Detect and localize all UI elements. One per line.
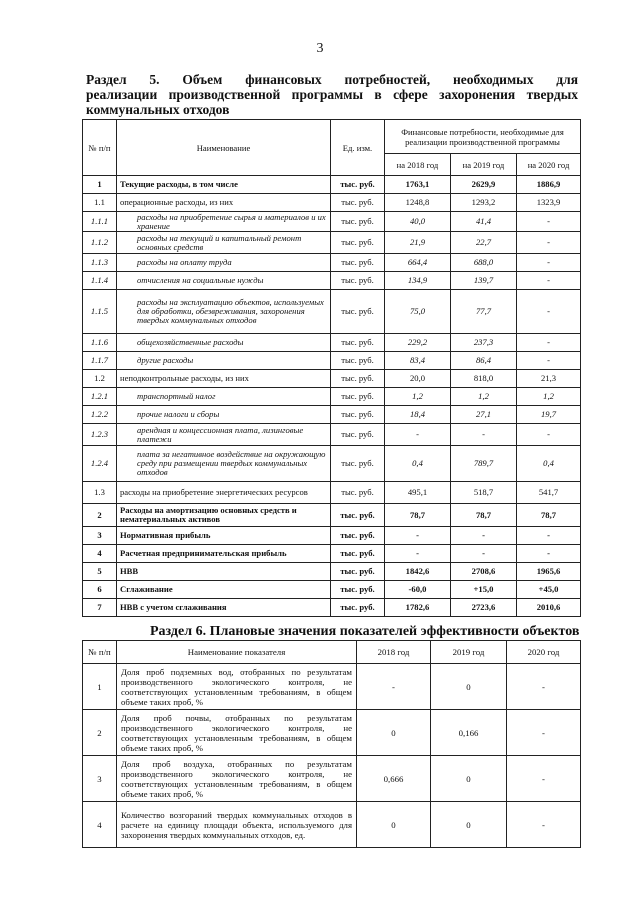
value-2018: 0	[357, 710, 431, 756]
table-row	[83, 290, 581, 334]
value-2018: 1,2	[385, 388, 451, 406]
value-2018: 1842,6	[385, 563, 451, 581]
table-row	[83, 194, 581, 212]
value-2019: -	[451, 527, 517, 545]
value-2020: 78,7	[517, 504, 581, 527]
value-2020: -	[517, 232, 581, 254]
value-2018: -	[357, 664, 431, 710]
row-unit: тыс. руб.	[331, 176, 385, 194]
value-2019: 2629,9	[451, 176, 517, 194]
value-2020: -	[517, 290, 581, 334]
value-2019: 0	[431, 802, 507, 848]
row-name: общехозяйственные расходы	[117, 334, 331, 352]
row-unit: тыс. руб.	[331, 446, 385, 482]
value-2020: -	[507, 710, 581, 756]
value-2018: 40,0	[385, 212, 451, 232]
row-number: 1.2	[83, 370, 117, 388]
row-number: 3	[83, 756, 117, 802]
row-unit: тыс. руб.	[331, 254, 385, 272]
value-2020: 0,4	[517, 446, 581, 482]
row-unit: тыс. руб.	[331, 388, 385, 406]
value-2018: 1782,6	[385, 599, 451, 617]
row-unit: тыс. руб.	[331, 482, 385, 504]
value-2020: -	[507, 756, 581, 802]
value-2020: -	[517, 254, 581, 272]
row-unit: тыс. руб.	[331, 545, 385, 563]
value-2019: 27,1	[451, 406, 517, 424]
value-2018: 83,4	[385, 352, 451, 370]
row-name: Текущие расходы, в том числе	[117, 176, 331, 194]
value-2018: 0	[357, 802, 431, 848]
row-unit: тыс. руб.	[331, 212, 385, 232]
row-name: плата за негативное воздействие на окружающую среду при размещении твердых коммунальных отходов	[117, 446, 331, 482]
row-number: 1.1.4	[83, 272, 117, 290]
header-indicator-name: Наименование показателя	[117, 641, 357, 664]
row-unit: тыс. руб.	[331, 290, 385, 334]
value-2020: -	[517, 545, 581, 563]
value-2019: 237,3	[451, 334, 517, 352]
header-2018: 2018 год	[357, 641, 431, 664]
row-name: отчисления на социальные нужды	[117, 272, 331, 290]
row-number: 1.2.1	[83, 388, 117, 406]
indicator-name: Доля проб подземных вод, отобранных по результатам производственного экологического контроля, не соответствующих установленным требованиям, в общем объеме таких проб, %	[117, 664, 357, 710]
value-2018: 78,7	[385, 504, 451, 527]
row-name: операционные расходы, из них	[117, 194, 331, 212]
table-row	[83, 272, 581, 290]
row-unit: тыс. руб.	[331, 352, 385, 370]
value-2020: -	[517, 424, 581, 446]
row-number: 5	[83, 563, 117, 581]
row-number: 1.1.6	[83, 334, 117, 352]
table-row	[83, 446, 581, 482]
financial-needs-table	[82, 119, 581, 617]
value-2018: -	[385, 424, 451, 446]
value-2020: 541,7	[517, 482, 581, 504]
row-unit: тыс. руб.	[331, 424, 385, 446]
table-row	[83, 232, 581, 254]
row-number: 1.3	[83, 482, 117, 504]
value-2018: -	[385, 527, 451, 545]
value-2019: 86,4	[451, 352, 517, 370]
row-name: Расходы на амортизацию основных средств и нематериальных активов	[117, 504, 331, 527]
value-2018: 21,9	[385, 232, 451, 254]
row-name: Сглаживание	[117, 581, 331, 599]
value-2019: 2723,6	[451, 599, 517, 617]
table-row	[83, 527, 581, 545]
row-number: 1.1.2	[83, 232, 117, 254]
row-name: расходы на приобретение сырья и материалов и их хранение	[117, 212, 331, 232]
value-2020: -	[517, 527, 581, 545]
section5-title	[86, 72, 578, 117]
row-number: 1.1.7	[83, 352, 117, 370]
table-row	[83, 212, 581, 232]
value-2018: 495,1	[385, 482, 451, 504]
row-name: НВВ с учетом сглаживания	[117, 599, 331, 617]
value-2019: 41,4	[451, 212, 517, 232]
value-2019: 1,2	[451, 388, 517, 406]
table-row	[83, 406, 581, 424]
row-unit: тыс. руб.	[331, 272, 385, 290]
row-unit: тыс. руб.	[331, 581, 385, 599]
row-number: 1.2.2	[83, 406, 117, 424]
row-number: 7	[83, 599, 117, 617]
header-2019: 2019 год	[431, 641, 507, 664]
row-number: 1.2.4	[83, 446, 117, 482]
table-row	[83, 504, 581, 527]
row-name: расходы на текущий и капитальный ремонт основных средств	[117, 232, 331, 254]
row-number: 1.1.5	[83, 290, 117, 334]
row-number: 2	[83, 504, 117, 527]
table-row	[83, 254, 581, 272]
indicator-name: Доля проб воздуха, отобранных по результатам производственного экологического контроля, не соответствующих установленным требованиям, в общем объеме таких проб, %	[117, 756, 357, 802]
row-number: 1.2.3	[83, 424, 117, 446]
value-2019: 518,7	[451, 482, 517, 504]
header-2020: на 2020 год	[517, 154, 581, 176]
section5-title-line: реализации производственной программы в сфере захоронения твердых	[86, 87, 578, 102]
row-name: транспортный налог	[117, 388, 331, 406]
value-2018: 75,0	[385, 290, 451, 334]
header-unit: Ед. изм.	[331, 120, 385, 176]
value-2019: -	[451, 424, 517, 446]
value-2020: 1,2	[517, 388, 581, 406]
value-2020: +45,0	[517, 581, 581, 599]
row-unit: тыс. руб.	[331, 406, 385, 424]
table-row	[83, 176, 581, 194]
section6-title: Раздел 6. Плановые значения показателей эффективности объектов	[150, 624, 580, 639]
value-2018: -60,0	[385, 581, 451, 599]
value-2019: 818,0	[451, 370, 517, 388]
value-2020: 1323,9	[517, 194, 581, 212]
row-unit: тыс. руб.	[331, 599, 385, 617]
value-2019: 0	[431, 664, 507, 710]
table-row	[83, 756, 581, 802]
row-name: прочие налоги и сборы	[117, 406, 331, 424]
value-2020: 19,7	[517, 406, 581, 424]
value-2020: -	[507, 802, 581, 848]
row-name: НВВ	[117, 563, 331, 581]
header-no: № п/п	[83, 120, 117, 176]
value-2020: -	[517, 272, 581, 290]
value-2018: 134,9	[385, 272, 451, 290]
value-2018: 0,4	[385, 446, 451, 482]
value-2019: 0,166	[431, 710, 507, 756]
value-2018: 1248,8	[385, 194, 451, 212]
row-number: 4	[83, 802, 117, 848]
table-row	[83, 710, 581, 756]
indicator-name: Количество возгораний твердых коммунальных отходов в расчете на единицу площади объекта, используемого для захоронения твердых коммунальных отходов, ед.	[117, 802, 357, 848]
row-number: 1.1	[83, 194, 117, 212]
row-name: расходы на оплату труда	[117, 254, 331, 272]
page-number: 3	[316, 41, 324, 56]
row-name: расходы на эксплуатацию объектов, используемых для обработки, обезвреживания, захоронения твердых коммунальных отходов	[117, 290, 331, 334]
table-row	[83, 802, 581, 848]
value-2018: 20,0	[385, 370, 451, 388]
table-row	[83, 388, 581, 406]
value-2020: 21,3	[517, 370, 581, 388]
indicator-name: Доля проб почвы, отобранных по результатам производственного экологического контроля, не соответствующих установленным требованиям, в общем объеме таких проб, %	[117, 710, 357, 756]
header-2018: на 2018 год	[385, 154, 451, 176]
table-row	[83, 334, 581, 352]
row-unit: тыс. руб.	[331, 232, 385, 254]
value-2019: 22,7	[451, 232, 517, 254]
value-2019: 688,0	[451, 254, 517, 272]
row-unit: тыс. руб.	[331, 527, 385, 545]
section5-title-line: коммунальных отходов	[86, 102, 230, 117]
value-2019: +15,0	[451, 581, 517, 599]
section5-title-line: Раздел 5. Объем финансовых потребностей, необходимых для	[86, 72, 578, 87]
value-2019: 1293,2	[451, 194, 517, 212]
value-2020: -	[507, 664, 581, 710]
value-2018: 0,666	[357, 756, 431, 802]
row-number: 1	[83, 664, 117, 710]
row-unit: тыс. руб.	[331, 334, 385, 352]
table-row	[83, 424, 581, 446]
value-2018: -	[385, 545, 451, 563]
row-number: 1.1.3	[83, 254, 117, 272]
row-name: другие расходы	[117, 352, 331, 370]
value-2019: 77,7	[451, 290, 517, 334]
table-row	[83, 563, 581, 581]
value-2019: -	[451, 545, 517, 563]
value-2020: 2010,6	[517, 599, 581, 617]
table-row	[83, 482, 581, 504]
value-2020: -	[517, 352, 581, 370]
row-unit: тыс. руб.	[331, 194, 385, 212]
row-unit: тыс. руб.	[331, 370, 385, 388]
row-number: 1	[83, 176, 117, 194]
value-2020: -	[517, 212, 581, 232]
header-name: Наименование	[117, 120, 331, 176]
header-financial-needs: Финансовые потребности, необходимые для реализации производственной программы	[385, 120, 581, 154]
table-row	[83, 581, 581, 599]
table-row	[83, 599, 581, 617]
row-name: арендная и концессионная плата, лизинговые платежи	[117, 424, 331, 446]
row-number: 2	[83, 710, 117, 756]
value-2018: 664,4	[385, 254, 451, 272]
value-2020: 1965,6	[517, 563, 581, 581]
row-number: 4	[83, 545, 117, 563]
value-2019: 78,7	[451, 504, 517, 527]
row-unit: тыс. руб.	[331, 504, 385, 527]
value-2020: 1886,9	[517, 176, 581, 194]
header-2019: на 2019 год	[451, 154, 517, 176]
row-unit: тыс. руб.	[331, 563, 385, 581]
value-2018: 1763,1	[385, 176, 451, 194]
row-number: 1.1.1	[83, 212, 117, 232]
value-2020: -	[517, 334, 581, 352]
header-no: № п/п	[83, 641, 117, 664]
table-row	[83, 664, 581, 710]
value-2019: 139,7	[451, 272, 517, 290]
row-number: 6	[83, 581, 117, 599]
row-number: 3	[83, 527, 117, 545]
table-row	[83, 352, 581, 370]
row-name: Нормативная прибыль	[117, 527, 331, 545]
value-2019: 789,7	[451, 446, 517, 482]
value-2019: 2708,6	[451, 563, 517, 581]
row-name: неподконтрольные расходы, из них	[117, 370, 331, 388]
value-2018: 229,2	[385, 334, 451, 352]
value-2019: 0	[431, 756, 507, 802]
header-2020: 2020 год	[507, 641, 581, 664]
row-name: расходы на приобретение энергетических ресурсов	[117, 482, 331, 504]
row-name: Расчетная предпринимательская прибыль	[117, 545, 331, 563]
efficiency-indicators-table	[82, 640, 581, 848]
table-row	[83, 545, 581, 563]
table-row	[83, 370, 581, 388]
value-2018: 18,4	[385, 406, 451, 424]
